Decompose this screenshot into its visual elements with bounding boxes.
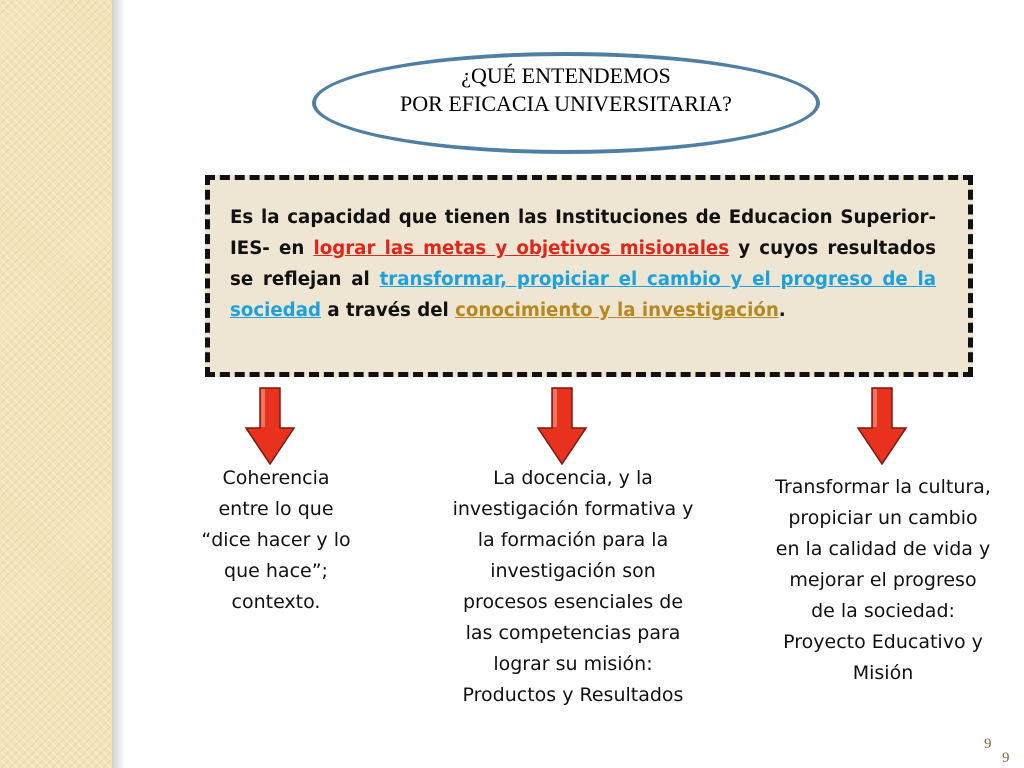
definition-part-4: . xyxy=(778,300,786,321)
column-line: Productos y Resultados xyxy=(462,684,684,706)
column-line: entre lo que xyxy=(218,498,334,520)
down-arrow-center-icon xyxy=(536,386,588,466)
definition-text xyxy=(230,202,936,326)
highlight-transform: transformar, propiciar el cambio y el progreso de la sociedad xyxy=(230,269,936,321)
definition-box xyxy=(205,175,973,377)
column-line: mejorar el progreso xyxy=(789,569,977,591)
column-line: Coherencia xyxy=(222,467,330,489)
highlight-knowledge: conocimiento y la investigación xyxy=(455,300,779,321)
column-line: procesos esenciales de xyxy=(462,591,684,613)
column-line: en la calidad de vida y xyxy=(775,538,991,560)
highlight-goals: lograr las metas y objetivos misionales xyxy=(313,238,730,259)
column-teaching xyxy=(428,463,718,711)
title-line-1: ¿QUÉ ENTENDEMOS xyxy=(461,63,671,88)
decorative-side-strip xyxy=(0,0,112,768)
column-line: que hace”; xyxy=(224,560,328,582)
down-arrow-left-icon xyxy=(244,386,296,466)
column-line: la formación para la xyxy=(477,529,669,551)
column-line: contexto. xyxy=(231,591,321,613)
definition-part-3: a través del xyxy=(320,300,456,321)
page-number-upper: 9 xyxy=(984,736,992,752)
slide-title xyxy=(312,62,820,118)
column-line: Misión xyxy=(852,662,914,684)
definition-part-2: y cuyos resultados se reflejan al xyxy=(230,238,936,290)
column-line: de la sociedad: xyxy=(811,600,955,622)
column-line: las competencias para xyxy=(465,622,681,644)
page-number-lower: 9 xyxy=(1002,750,1010,766)
column-line: “dice hacer y lo xyxy=(201,529,351,551)
column-line: lograr su misión: xyxy=(493,653,653,675)
down-arrow-right-icon xyxy=(856,386,908,466)
title-line-2: POR EFICACIA UNIVERSITARIA? xyxy=(400,91,732,116)
side-strip-shadow xyxy=(112,0,126,768)
column-line: La docencia, y la xyxy=(493,467,653,489)
definition-part-1: Es la capacidad que tienen las Instituciones de Educacion Superior-IES- en xyxy=(230,207,936,259)
column-line: Proyecto Educativo y xyxy=(783,631,983,653)
column-transform xyxy=(748,472,1018,689)
column-line: propiciar un cambio xyxy=(788,507,978,529)
column-line: investigación son xyxy=(490,560,656,582)
column-coherence xyxy=(176,463,376,618)
column-line: Transformar la cultura, xyxy=(775,476,991,498)
column-line: investigación formativa y xyxy=(452,498,694,520)
